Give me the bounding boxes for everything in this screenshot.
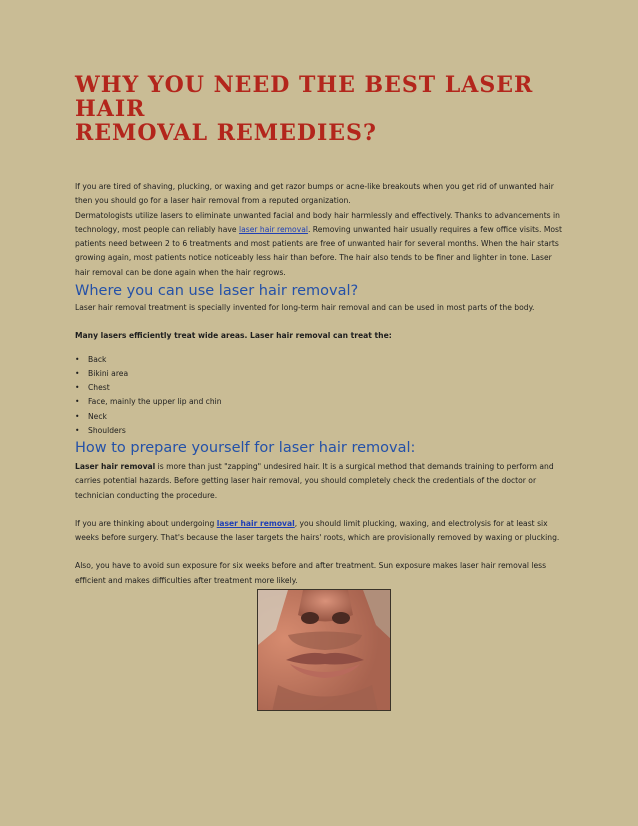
intro-section	[75, 180, 565, 280]
list-item: • Face, mainly the upper lip and chin	[75, 395, 565, 409]
intro-p2-text-b: . Removing unwanted hair usually requires a few office visits. Most patients need between 2 to 6 treatments and most patients are free of unwanted hair for several months. When the hair starts growing again, most patients notice noticeably less hair than before. The hair also tends to be finer and lighter in tone. Laser hair removal can be done again when the hair regrows.	[75, 224, 562, 277]
list-item: • Shoulders	[75, 424, 565, 438]
prepare-p2-text-a: If you are thinking about undergoing	[75, 518, 217, 528]
face-illustration	[258, 590, 391, 711]
title-line-1: WHY YOU NEED THE BEST LASER HAIR	[75, 72, 534, 122]
where-section	[75, 301, 565, 438]
prepare-paragraph-3: Also, you have to avoid sun exposure for six weeks before and after treatment. Sun exposure makes laser hair removal less efficient and makes difficulties after treatment more likely.	[75, 561, 547, 585]
treat-areas-lead: Many lasers efficiently treat wide areas. Laser hair removal can treat the:	[75, 331, 392, 341]
list-item: • Neck	[75, 410, 565, 424]
list-item: • Back	[75, 353, 565, 367]
list-item: • Bikini area	[75, 367, 565, 381]
title-line-2: REMOVAL REMEDIES?	[75, 120, 377, 146]
prepare-p2-text-b: , you should limit plucking, waxing, and electrolysis for at least six weeks before surgery. That's because the laser targets the hairs' roots, which are provisionally removed by waxing or plucking.	[75, 518, 560, 543]
laser-hair-removal-link-2[interactable]: laser hair removal	[216, 518, 295, 528]
page-title	[75, 73, 545, 145]
prepare-paragraph-1	[75, 460, 565, 503]
intro-paragraph-2	[75, 209, 565, 280]
intro-paragraph-1: If you are tired of shaving, plucking, or waxing and get razor bumps or acne-like breakouts when you get rid of unwanted hair then you should go for a laser hair removal from a reputed organization.	[75, 182, 554, 206]
prepare-paragraph-2	[75, 517, 565, 546]
intro-p2-text-a: Dermatologists utilize lasers to eliminate unwanted facial and body hair harmlessly and effectively. Thanks to advancements in technology, most people can reliably have	[75, 210, 560, 234]
section-heading-where: Where you can use laser hair removal?	[75, 283, 359, 299]
face-closeup-image	[257, 589, 391, 711]
laser-hair-removal-link[interactable]: laser hair removal	[238, 224, 308, 234]
prepare-p1-bold: Laser hair removal	[75, 462, 156, 471]
section-heading-prepare: How to prepare yourself for laser hair removal:	[75, 440, 416, 456]
prepare-p1-text: is more than just "zapping" undesired hair. It is a surgical method that demands training to perform and carries potential hazards. Before getting laser hair removal, you should completely check the credentials of the doctor or technician conducting the procedure.	[75, 462, 554, 500]
body-areas-list	[75, 353, 565, 439]
list-item: • Chest	[75, 381, 565, 395]
where-paragraph: Laser hair removal treatment is specially invented for long-term hair removal and can be used in most parts of the body.	[75, 303, 535, 312]
prepare-section	[75, 460, 565, 588]
